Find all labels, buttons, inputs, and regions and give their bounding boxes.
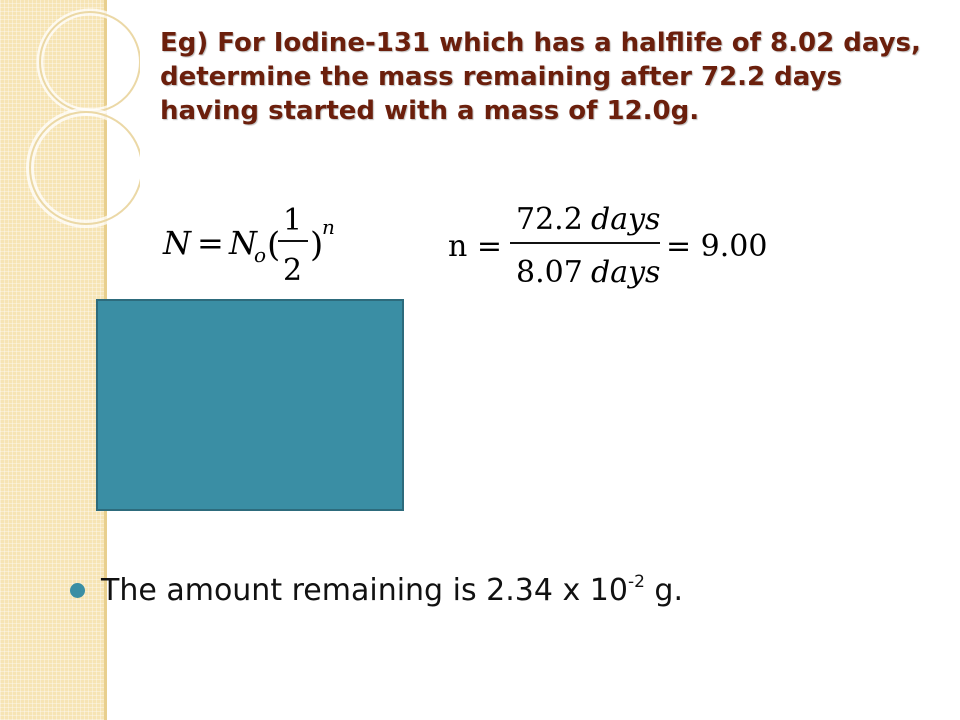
decay-open-paren: (	[267, 225, 281, 265]
n-equation-graphic	[448, 196, 778, 292]
n-equation-result: = 9.00	[666, 229, 768, 264]
n-numerator-unit: days	[591, 202, 661, 237]
result-text	[101, 573, 683, 608]
title-line-1: Eg) For Iodine-131 which has a halflife of 8.02 days,	[160, 28, 921, 58]
decay-equation-graphic	[163, 200, 403, 290]
result-bullet-item	[70, 566, 683, 614]
n-denominator-value: 8.07	[516, 255, 583, 290]
decay-exponent: n	[322, 215, 335, 239]
decay-equals: =	[197, 224, 224, 262]
n-equation-lhs: n =	[448, 229, 502, 264]
decay-close-paren: )	[310, 225, 324, 265]
n-numerator-value: 72.2	[516, 202, 583, 237]
decay-n0: N	[229, 224, 257, 262]
slide-title	[160, 26, 940, 128]
decay-n0-subscript: o	[254, 243, 267, 267]
result-prefix: The amount remaining is 2.34 x 10	[101, 572, 628, 608]
decorative-rings	[0, 0, 140, 260]
bullet-icon	[70, 583, 85, 598]
n-equation	[448, 196, 778, 292]
decay-equation	[163, 200, 403, 290]
title-line-2: determine the mass remaining after 72.2 days	[160, 62, 842, 92]
decay-fraction-numerator: 1	[283, 203, 303, 238]
result-exponent: -2	[627, 571, 645, 592]
result-suffix: g.	[644, 572, 684, 608]
decay-fraction-denominator: 2	[283, 253, 303, 288]
decay-lhs: N	[163, 224, 191, 262]
n-denominator-unit: days	[591, 255, 661, 290]
title-line-3: having started with a mass of 12.0g.	[160, 96, 700, 126]
covering-box	[96, 299, 404, 511]
